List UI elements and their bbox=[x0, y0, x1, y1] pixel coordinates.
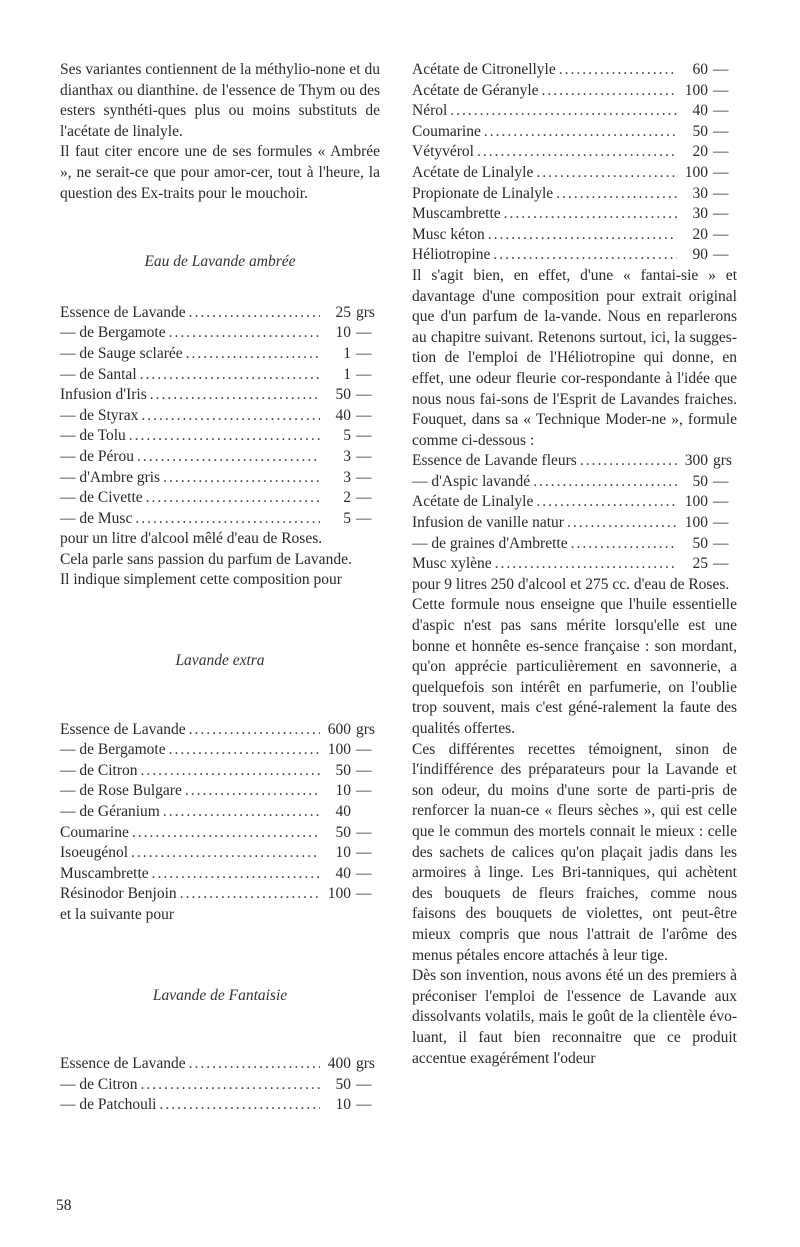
leader-dots bbox=[484, 122, 677, 143]
ingredient-unit: — bbox=[713, 514, 729, 532]
formula-row bbox=[60, 802, 380, 823]
ingredient-label: — de Styrax bbox=[60, 406, 139, 424]
ingredient-label: Musc kéton bbox=[412, 225, 485, 243]
formula-row bbox=[412, 60, 737, 81]
formula-note-3: Il indique simplement cette composition pour bbox=[60, 571, 342, 589]
ingredient-unit: — bbox=[356, 324, 372, 342]
formula-row bbox=[60, 468, 380, 489]
formula-row bbox=[412, 513, 737, 534]
leader-dots bbox=[533, 472, 677, 493]
ingredient-quantity: 40 bbox=[335, 406, 351, 424]
leader-dots bbox=[536, 163, 677, 184]
ingredient-label: Essence de Lavande bbox=[60, 720, 186, 738]
leader-dots bbox=[185, 781, 320, 802]
leader-dots bbox=[450, 101, 677, 122]
leader-dots bbox=[169, 323, 320, 344]
paragraph-dilution: pour 9 litres 250 d'alcool et 275 cc. d'eau de Roses. bbox=[412, 575, 730, 593]
ingredient-label: Muscambrette bbox=[60, 864, 149, 882]
ingredient-unit: — bbox=[713, 184, 729, 202]
formula-row bbox=[412, 122, 737, 143]
ingredient-quantity: 10 bbox=[335, 324, 351, 342]
leader-dots bbox=[567, 513, 677, 534]
ingredient-quantity: 20 bbox=[692, 225, 708, 243]
ingredient-quantity: 100 bbox=[684, 81, 708, 99]
formula-row bbox=[60, 426, 380, 447]
ingredient-label: Essence de Lavande bbox=[60, 1055, 186, 1073]
ingredient-quantity: 100 bbox=[684, 493, 708, 511]
formula-row bbox=[412, 534, 737, 555]
ingredient-quantity: 50 bbox=[335, 386, 351, 404]
ingredient-label: — de Santal bbox=[60, 365, 137, 383]
ingredient-unit: — bbox=[356, 761, 372, 779]
ingredient-unit: — bbox=[713, 143, 729, 161]
ingredient-label: — de Pérou bbox=[60, 447, 135, 465]
ingredient-label: Résinodor Benjoin bbox=[60, 885, 177, 903]
ingredient-quantity: 600 bbox=[327, 720, 351, 738]
ingredient-unit: — bbox=[356, 427, 372, 445]
ingredient-quantity: 10 bbox=[335, 782, 351, 800]
ingredient-unit: — bbox=[356, 741, 372, 759]
ingredient-unit: — bbox=[356, 782, 372, 800]
formula-row bbox=[60, 1095, 380, 1116]
ingredient-quantity: 40 bbox=[335, 864, 351, 882]
formula-row bbox=[60, 509, 380, 530]
intro-paragraph-1: Ses variantes contiennent de la méthylio-none et du dianthax ou dianthine. de l'essence de Thym ou des esters synthéti-ques plus ou moins substituts de l'acétate de linalyle. bbox=[60, 61, 380, 140]
ingredient-quantity: 90 bbox=[692, 246, 708, 264]
formula-row bbox=[412, 451, 737, 472]
ingredient-label: Essence de Lavande bbox=[60, 303, 186, 321]
ingredient-label: Acétate de Citronellyle bbox=[412, 61, 556, 78]
ingredient-unit: — bbox=[356, 447, 372, 465]
leader-dots bbox=[189, 720, 320, 741]
leader-dots bbox=[159, 1095, 320, 1116]
leader-dots bbox=[131, 843, 320, 864]
formula-row bbox=[412, 245, 737, 266]
ingredient-label: Infusion d'Iris bbox=[60, 386, 147, 404]
formula-row bbox=[412, 81, 737, 102]
ingredient-quantity: 50 bbox=[692, 122, 708, 140]
leader-dots bbox=[169, 740, 320, 761]
ingredient-label: — d'Aspic lavandé bbox=[412, 472, 531, 490]
ingredient-label: Infusion de vanille natur bbox=[412, 514, 564, 532]
formula-list-continued bbox=[412, 60, 737, 266]
formula-row bbox=[60, 761, 380, 782]
ingredient-unit: grs bbox=[356, 303, 375, 321]
ingredient-label: Muscambrette bbox=[412, 205, 501, 223]
ingredient-quantity: 50 bbox=[335, 823, 351, 841]
ingredient-quantity: 10 bbox=[335, 1096, 351, 1114]
formula-row bbox=[60, 740, 380, 761]
paragraph-fantaisie: Il s'agit bien, en effet, d'une « fantai-sie » et davantage d'une composition pour extrait original que d'un parfum de la-vande. Nous en reparlerons au chapitre suivant. Retenons surtout, ici, la sugges-tion de l'emploi de l'Héliotropine qui donne, en effet, une odeur fleurie cor-respondante à l'idée que nous nous fai-sons de l'Esprit de Lavandes fraiches. Fouquet, dans sa « Technique Moder-ne », formule comme ci-dessous : bbox=[412, 266, 737, 449]
formula-row bbox=[60, 447, 380, 468]
ingredient-unit: — bbox=[713, 555, 729, 573]
ingredient-unit: — bbox=[356, 1096, 372, 1114]
ingredient-unit: — bbox=[713, 122, 729, 140]
ingredient-unit: — bbox=[356, 509, 372, 527]
ingredient-quantity: 25 bbox=[335, 303, 351, 321]
leader-dots bbox=[189, 1054, 320, 1075]
formula-row bbox=[60, 1054, 380, 1075]
formula-list-extra bbox=[60, 720, 380, 905]
ingredient-quantity: 50 bbox=[335, 761, 351, 779]
ingredient-label: Acétate de Géranyle bbox=[412, 81, 539, 99]
leader-dots bbox=[150, 385, 320, 406]
ingredient-label: — de Musc bbox=[60, 509, 133, 527]
left-column bbox=[60, 60, 380, 1116]
ingredient-unit: — bbox=[713, 163, 729, 181]
leader-dots bbox=[556, 184, 677, 205]
ingredient-label: — de Rose Bulgare bbox=[60, 782, 182, 800]
leader-dots bbox=[132, 823, 320, 844]
ingredient-label: — d'Ambre gris bbox=[60, 468, 161, 486]
formula-list-fantaisie bbox=[60, 1054, 380, 1116]
ingredient-quantity: 100 bbox=[327, 741, 351, 759]
ingredient-label: — de graines d'Ambrette bbox=[412, 534, 568, 552]
ingredient-label: Essence de Lavande fleurs bbox=[412, 452, 577, 470]
leader-dots bbox=[504, 204, 677, 225]
ingredient-label: — de Citron bbox=[60, 761, 138, 779]
ingredient-unit: — bbox=[356, 864, 372, 882]
formula-note-extra: et la suivante pour bbox=[60, 906, 175, 923]
formula-row bbox=[412, 204, 737, 225]
ingredient-quantity: 60 bbox=[692, 61, 708, 78]
ingredient-unit: — bbox=[713, 61, 729, 78]
ingredient-quantity: 300 bbox=[684, 452, 708, 470]
ingredient-quantity: 50 bbox=[692, 534, 708, 552]
ingredient-quantity: 10 bbox=[335, 844, 351, 862]
formula-note-2: Cela parle sans passion du parfum de Lavande. bbox=[60, 550, 352, 568]
ingredient-label: — de Citron bbox=[60, 1075, 138, 1093]
ingredient-unit: — bbox=[356, 468, 372, 486]
paragraph-recettes: Ces différentes recettes témoignent, sinon de l'indifférence des préparateurs pour la Lavande et son odeur, du moins d'une sorte de parti-pris de renforcer la nuan-ce « fleurs sèches », qui est celle que le commun des mortels connait le mieux : celle des sachets de calices qu'on plaçait jadis dans les armoires à linge. Les Bri-tanniques, qui achètent des bouquets de fleurs fraiches, comme nous faisons des bouquets de violettes, ont peut-être mieux compris que nous l'attrait de l'arôme des menus pétales encore attachés à leur tige. bbox=[412, 740, 737, 964]
leader-dots bbox=[137, 447, 320, 468]
ingredient-unit: — bbox=[713, 493, 729, 511]
ingredient-unit: — bbox=[713, 205, 729, 223]
leader-dots bbox=[189, 303, 320, 324]
ingredient-unit: — bbox=[356, 406, 372, 424]
intro-paragraph-2: Il faut citer encore une de ses formules « Ambrée », ne serait-ce que pour amor-cer, tout à l'heure, la question des Ex-traits pour le mouchoir. bbox=[60, 143, 380, 202]
ingredient-quantity: 50 bbox=[692, 472, 708, 490]
ingredient-quantity: 5 bbox=[343, 427, 351, 445]
formula-row bbox=[412, 554, 737, 575]
ingredient-label: — de Patchouli bbox=[60, 1096, 157, 1114]
leader-dots bbox=[163, 468, 320, 489]
ingredient-unit: — bbox=[713, 534, 729, 552]
formula-row bbox=[412, 472, 737, 493]
leader-dots bbox=[146, 488, 320, 509]
leader-dots bbox=[152, 864, 320, 885]
ingredient-unit: — bbox=[713, 472, 729, 490]
paragraph-aspic: Cette formule nous enseigne que l'huile essentielle d'aspic n'est pas sans mérite lorsqu'elle est une bonne et honnête es-sence française : son mordant, qu'on apprécie particulièrement en savonnerie, a quelquefois son intérêt en parfumerie, on l'oublie trop souvent, mais c'est géné-ralement la faute des qualités offertes. bbox=[412, 596, 737, 737]
formula-row bbox=[412, 492, 737, 513]
leader-dots bbox=[477, 142, 677, 163]
ingredient-quantity: 5 bbox=[343, 509, 351, 527]
formula-row bbox=[60, 344, 380, 365]
leader-dots bbox=[571, 534, 677, 555]
formula-row bbox=[60, 365, 380, 386]
ingredient-label: Propionate de Linalyle bbox=[412, 184, 554, 202]
formula-note-1: pour un litre d'alcool mêlé d'eau de Roses. bbox=[60, 530, 323, 548]
formula-row bbox=[60, 823, 380, 844]
ingredient-quantity: 25 bbox=[692, 555, 708, 573]
ingredient-quantity: 1 bbox=[343, 344, 351, 362]
ingredient-unit: — bbox=[356, 844, 372, 862]
ingredient-quantity: 30 bbox=[692, 205, 708, 223]
ingredient-label: Nérol bbox=[412, 102, 448, 120]
leader-dots bbox=[135, 509, 320, 530]
formula-list-ambree bbox=[60, 303, 380, 530]
ingredient-unit: — bbox=[356, 823, 372, 841]
ingredient-quantity: 3 bbox=[343, 468, 351, 486]
formula-row bbox=[412, 184, 737, 205]
ingredient-label: — de Tolu bbox=[60, 427, 126, 445]
formula-row bbox=[60, 864, 380, 885]
leader-dots bbox=[180, 884, 320, 905]
ingredient-unit: — bbox=[713, 225, 729, 243]
formula-title-lavande-extra: Lavande extra bbox=[175, 652, 265, 670]
formula-title-lavande-fantaisie: Lavande de Fantaisie bbox=[152, 986, 288, 1004]
formula-row bbox=[60, 1075, 380, 1096]
leader-dots bbox=[536, 492, 677, 513]
leader-dots bbox=[141, 406, 320, 427]
leader-dots bbox=[140, 365, 320, 386]
formula-list-fouquet bbox=[412, 451, 737, 575]
ingredient-label: Héliotropine bbox=[412, 246, 491, 264]
ingredient-unit: — bbox=[356, 489, 372, 507]
formula-row bbox=[412, 225, 737, 246]
leader-dots bbox=[542, 81, 677, 102]
ingredient-label: Coumarine bbox=[60, 823, 129, 841]
formula-row bbox=[412, 163, 737, 184]
page-number: 58 bbox=[56, 1197, 72, 1214]
leader-dots bbox=[488, 225, 677, 246]
leader-dots bbox=[163, 802, 320, 823]
ingredient-label: Acétate de Linalyle bbox=[412, 163, 534, 181]
formula-row bbox=[412, 142, 737, 163]
ingredient-quantity: 3 bbox=[343, 447, 351, 465]
formula-row bbox=[60, 323, 380, 344]
ingredient-unit: — bbox=[713, 246, 729, 264]
formula-title-eau-lavande-ambree: Eau de Lavande ambrée bbox=[144, 253, 296, 271]
formula-row bbox=[60, 884, 380, 905]
ingredient-label: Musc xylène bbox=[412, 555, 492, 573]
leader-dots bbox=[559, 60, 677, 81]
ingredient-unit: — bbox=[356, 365, 372, 383]
ingredient-unit: — bbox=[356, 386, 372, 404]
ingredient-quantity: 100 bbox=[684, 514, 708, 532]
formula-row bbox=[60, 720, 380, 741]
formula-row bbox=[60, 385, 380, 406]
formula-row bbox=[60, 406, 380, 427]
formula-row bbox=[60, 488, 380, 509]
formula-row bbox=[60, 303, 380, 324]
leader-dots bbox=[186, 344, 320, 365]
ingredient-label: Coumarine bbox=[412, 122, 481, 140]
formula-row bbox=[412, 101, 737, 122]
ingredient-label: — de Sauge sclarée bbox=[60, 344, 183, 362]
ingredient-quantity: 1 bbox=[343, 365, 351, 383]
ingredient-unit: — bbox=[713, 81, 729, 99]
ingredient-unit: — bbox=[713, 102, 729, 120]
ingredient-label: Acétate de Linalyle bbox=[412, 493, 534, 511]
right-column bbox=[412, 60, 737, 1069]
leader-dots bbox=[580, 451, 677, 472]
ingredient-quantity: 20 bbox=[692, 143, 708, 161]
leader-dots bbox=[141, 1075, 321, 1096]
ingredient-quantity: 50 bbox=[335, 1075, 351, 1093]
ingredient-label: Vétyvérol bbox=[412, 143, 474, 161]
ingredient-label: — de Civette bbox=[60, 489, 143, 507]
formula-row bbox=[60, 843, 380, 864]
ingredient-unit: — bbox=[356, 344, 372, 362]
ingredient-quantity: 100 bbox=[684, 163, 708, 181]
ingredient-quantity: 2 bbox=[343, 489, 351, 507]
ingredient-quantity: 30 bbox=[692, 184, 708, 202]
ingredient-quantity: 100 bbox=[327, 885, 351, 903]
ingredient-unit: — bbox=[356, 885, 372, 903]
leader-dots bbox=[141, 761, 321, 782]
leader-dots bbox=[493, 245, 677, 266]
ingredient-quantity: 40 bbox=[692, 102, 708, 120]
ingredient-label: — de Géranium bbox=[60, 803, 160, 821]
ingredient-unit: grs bbox=[356, 1055, 375, 1073]
ingredient-unit: grs bbox=[713, 452, 732, 470]
ingredient-label: Isoeugénol bbox=[60, 844, 129, 862]
ingredient-quantity: 400 bbox=[327, 1055, 351, 1073]
formula-row bbox=[60, 781, 380, 802]
ingredient-label: — de Bergamote bbox=[60, 741, 166, 759]
ingredient-label: — de Bergamote bbox=[60, 324, 166, 342]
paragraph-invention: Dès son invention, nous avons été un des premiers à préconiser l'emploi de l'essence de Lavande aux dissolvants volatils, mais le goût de la clientèle évo-luant, il faut bien reconnaitre que ce produit accentue exagérément l'odeur bbox=[412, 967, 737, 1067]
ingredient-unit: — bbox=[356, 1075, 372, 1093]
ingredient-quantity: 40 bbox=[335, 803, 351, 821]
ingredient-unit: grs bbox=[356, 720, 375, 738]
leader-dots bbox=[129, 426, 320, 447]
leader-dots bbox=[495, 554, 677, 575]
